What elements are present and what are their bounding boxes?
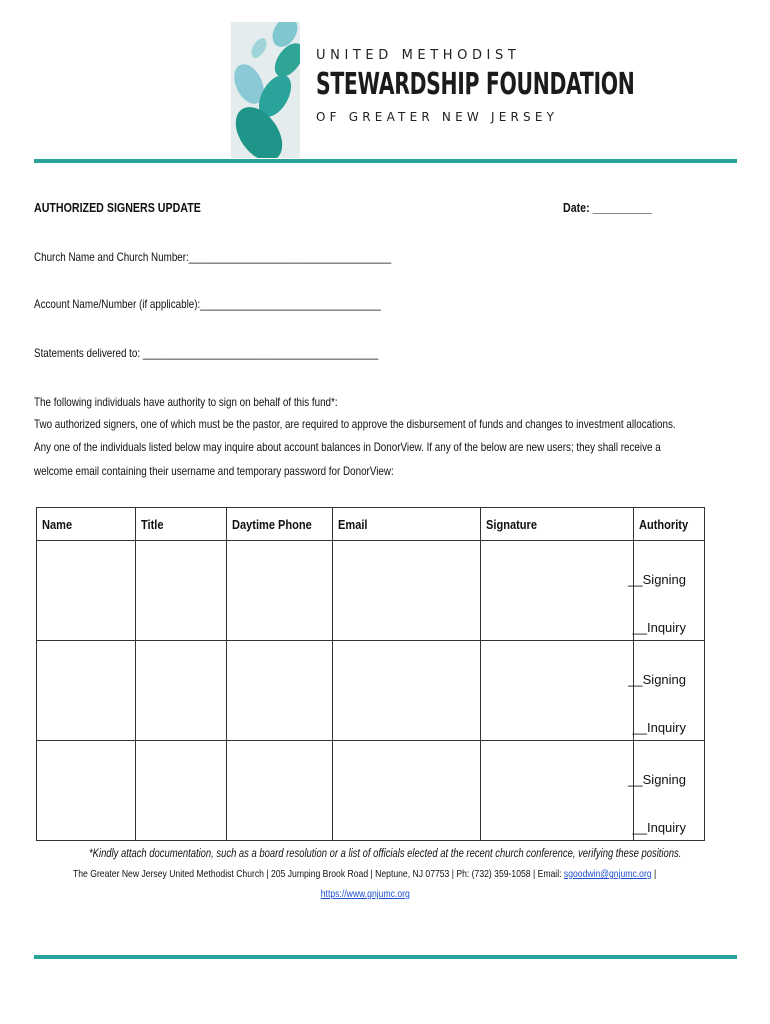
footer-address-line (73, 868, 656, 880)
phone-cell[interactable] (227, 541, 333, 641)
signing-option[interactable]: __Signing (628, 672, 686, 687)
phone-cell[interactable] (227, 741, 333, 841)
intro-line-1 (34, 395, 404, 409)
header-email (333, 508, 481, 541)
inquiry-option[interactable]: __Inquiry (632, 820, 686, 835)
intro-line-2 (34, 417, 770, 431)
footer-divider (34, 955, 737, 959)
footer-website-line (320, 888, 409, 900)
header-divider (34, 159, 737, 163)
statements-label: Statements delivered to: ___________________________________________ (34, 346, 379, 360)
statements-field[interactable] (34, 346, 454, 360)
footer-website (0, 888, 730, 900)
authority-cell (628, 741, 705, 841)
table-row (37, 741, 705, 841)
header-authority (634, 508, 705, 541)
header-phone (227, 508, 333, 541)
header-phone-text: Daytime Phone (232, 516, 312, 532)
signature-cell[interactable] (481, 641, 634, 741)
intro-line-3-text: Any one of the individuals listed below may inquire about account balances in DonorView. If any of the below are new users; they shall receive a (34, 440, 661, 454)
signature-cell[interactable] (481, 741, 634, 841)
signature-cell[interactable] (481, 541, 634, 641)
footer-address (0, 868, 730, 880)
signing-option[interactable]: __Signing (628, 772, 686, 787)
name-cell[interactable] (37, 541, 136, 641)
email-cell[interactable] (333, 541, 481, 641)
header-authority-text: Authority (639, 516, 689, 532)
church-name-field[interactable] (34, 250, 470, 264)
header-signature-text: Signature (486, 516, 537, 532)
table-header-row (37, 508, 705, 541)
leaf-graphic (231, 22, 300, 158)
documentation-note (0, 848, 770, 860)
date-field[interactable] (563, 200, 671, 215)
documentation-note-text: *Kindly attach documentation, such as a board resolution or a list of officials elected at the recent church conference, verifying these positions. (88, 848, 682, 860)
header-signature (481, 508, 634, 541)
form-title (34, 200, 237, 215)
inquiry-option[interactable]: __Inquiry (632, 720, 686, 735)
header-title-text: Title (141, 516, 164, 532)
inquiry-option[interactable]: __Inquiry (632, 620, 686, 635)
authority-cell (628, 641, 705, 741)
footer-email-link[interactable]: sgoodwin@gnjumc.org (564, 868, 652, 880)
logo-line-3: OF GREATER NEW JERSEY (316, 110, 559, 124)
account-name-field[interactable] (34, 297, 457, 311)
intro-line-2-text: Two authorized signers, one of which must be the pastor, are required to approve the disbursement of funds and changes to investment allocations. (34, 417, 676, 431)
title-cell[interactable] (136, 541, 227, 641)
logo-line-1: UNITED METHODIST (316, 48, 521, 63)
form-title-text: AUTHORIZED SIGNERS UPDATE (34, 200, 201, 215)
header-email-text: Email (338, 516, 368, 532)
logo-line-2: STEWARDSHIP FOUNDATION (316, 67, 635, 102)
footer-separator: | (651, 868, 657, 880)
church-name-label: Church Name and Church Number:_____________________________________ (34, 250, 392, 264)
intro-line-3 (34, 440, 770, 454)
footer-address-text: The Greater New Jersey United Methodist Church | 205 Jumping Brook Road | Neptune, NJ 07753 | Ph: (732) 359-1058 | Email: (73, 868, 565, 880)
email-cell[interactable] (333, 641, 481, 741)
name-cell[interactable] (37, 641, 136, 741)
title-cell[interactable] (136, 741, 227, 841)
header-name (37, 508, 136, 541)
header-title (136, 508, 227, 541)
signing-option[interactable]: __Signing (628, 572, 686, 587)
table-row (37, 641, 705, 741)
authority-cell (628, 541, 705, 641)
header-name-text: Name (42, 516, 73, 532)
account-name-label: Account Name/Number (if applicable):_________________________________ (34, 297, 381, 311)
table-row (37, 541, 705, 641)
intro-line-4 (34, 464, 473, 478)
signers-table (36, 507, 705, 841)
title-cell[interactable] (136, 641, 227, 741)
intro-line-4-text: welcome email containing their username and temporary password for DonorView: (34, 464, 394, 478)
name-cell[interactable] (37, 741, 136, 841)
date-label: Date: __________ (563, 200, 652, 215)
footer-website-link[interactable]: https://www.gnjumc.org (320, 888, 410, 900)
foundation-wordmark (316, 48, 770, 124)
phone-cell[interactable] (227, 641, 333, 741)
foundation-logo-mark (231, 22, 300, 158)
email-cell[interactable] (333, 741, 481, 841)
intro-line-1-text: The following individuals have authority to sign on behalf of this fund*: (34, 395, 338, 409)
